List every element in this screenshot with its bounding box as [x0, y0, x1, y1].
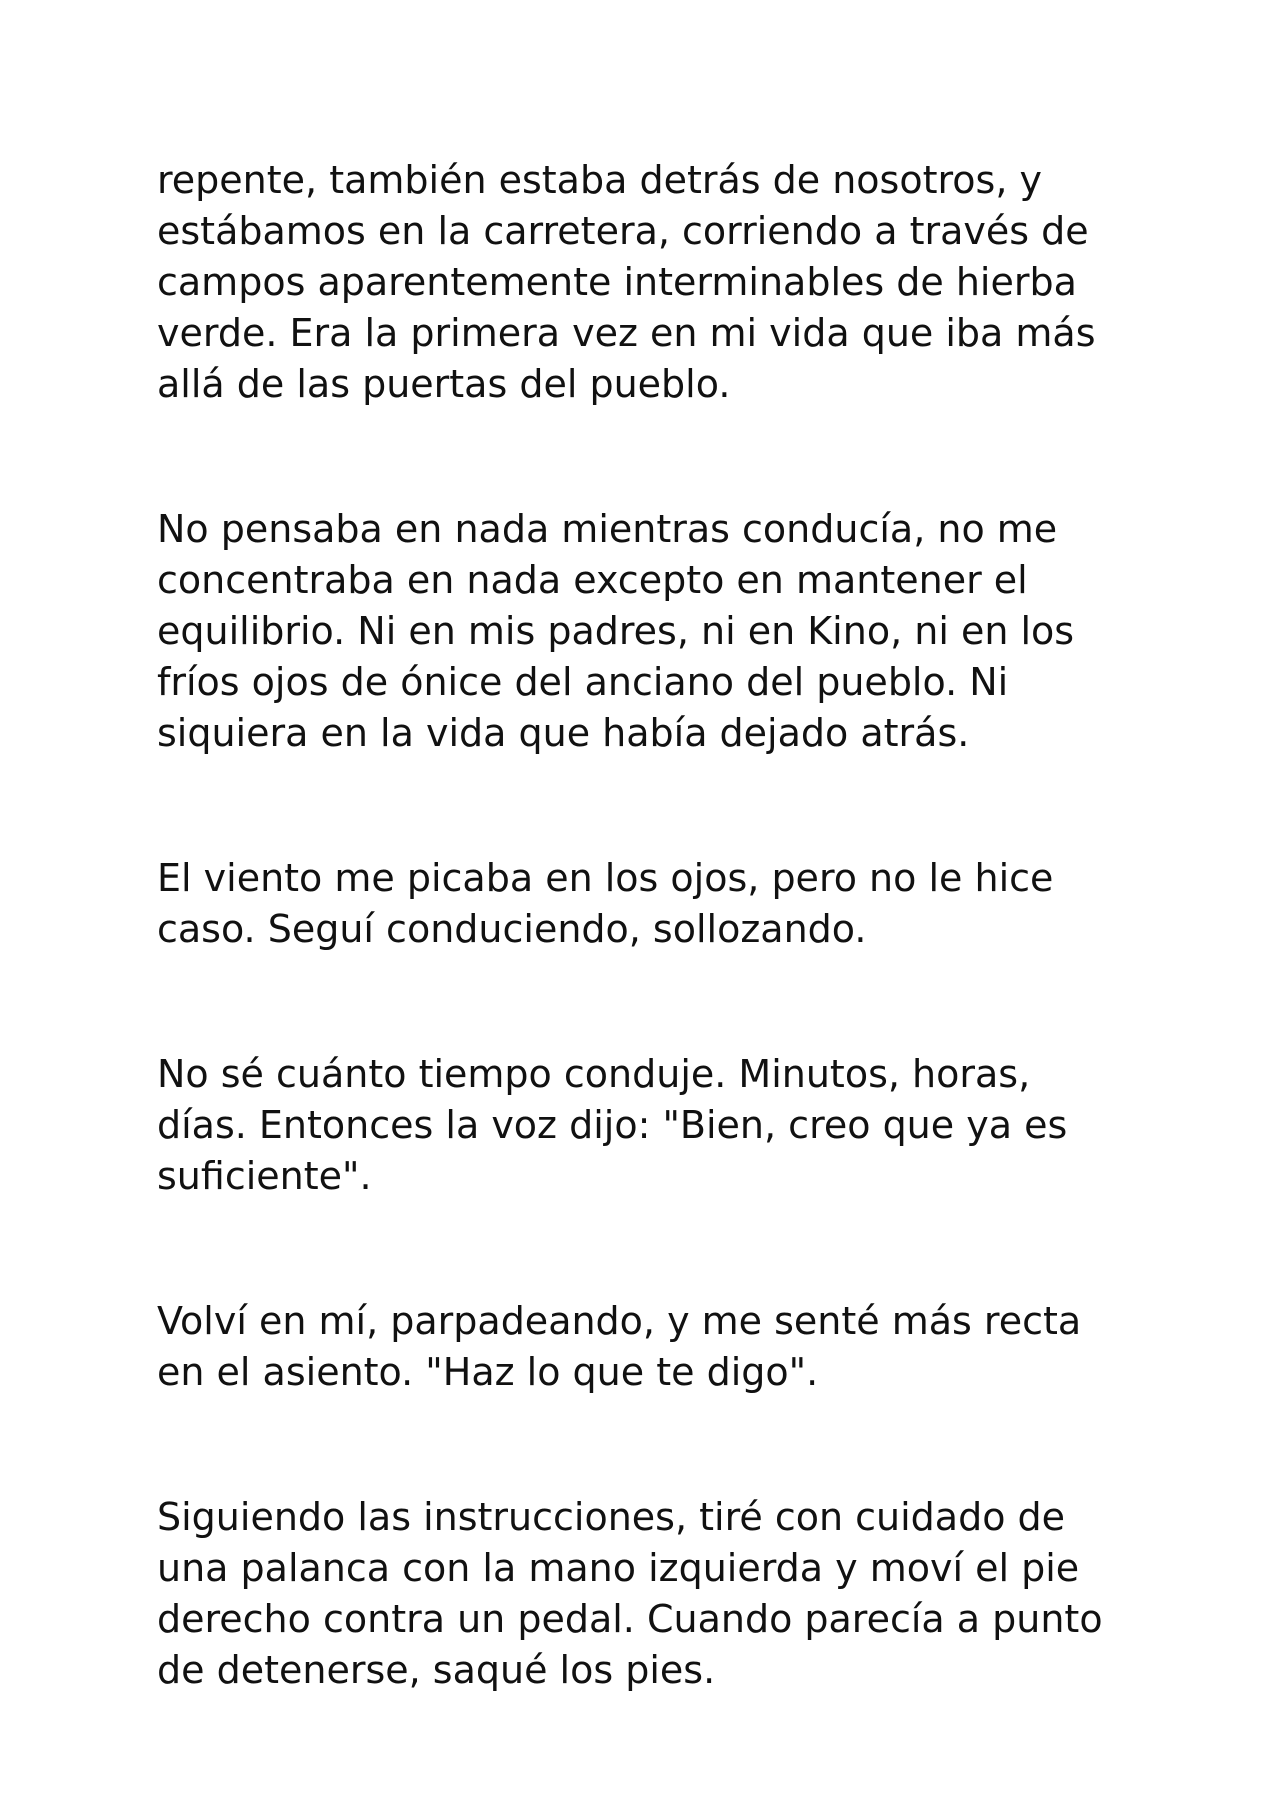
- paragraph-line: siquiera en la vida que había dejado atrás.: [157, 711, 970, 755]
- paragraph-5: [157, 1296, 1157, 1398]
- paragraph-line: equilibrio. Ni en mis padres, ni en Kino, ni en los: [157, 609, 1075, 653]
- paragraph-line: verde. Era la primera vez en mi vida que iba más: [157, 311, 1096, 355]
- paragraph-line: No sé cuánto tiempo conduje. Minutos, horas,: [157, 1052, 1031, 1096]
- paragraph-line: allá de las puertas del pueblo.: [157, 362, 731, 406]
- paragraph-line: en el asiento. "Haz lo que te digo".: [157, 1350, 819, 1394]
- paragraph-line: días. Entonces la voz dijo: "Bien, creo que ya es: [157, 1103, 1068, 1147]
- paragraph-line: Siguiendo las instrucciones, tiré con cuidado de: [157, 1495, 1066, 1539]
- paragraph-line: repente, también estaba detrás de nosotros, y: [157, 158, 1042, 202]
- paragraph-line: concentraba en nada excepto en mantener el: [157, 558, 1028, 602]
- paragraph-line: caso. Seguí conduciendo, sollozando.: [157, 907, 867, 951]
- paragraph-line: fríos ojos de ónice del anciano del pueblo. Ni: [157, 660, 1009, 704]
- document-text-body: [157, 155, 1157, 1696]
- paragraph-4: [157, 1049, 1157, 1202]
- paragraph-line: una palanca con la mano izquierda y moví el pie: [157, 1546, 1080, 1590]
- paragraph-6: [157, 1492, 1157, 1696]
- paragraph-line: No pensaba en nada mientras conducía, no me: [157, 507, 1058, 551]
- paragraph-line: El viento me picaba en los ojos, pero no le hice: [157, 856, 1054, 900]
- paragraph-line: derecho contra un pedal. Cuando parecía a punto: [157, 1597, 1103, 1641]
- paragraph-1: [157, 155, 1157, 410]
- paragraph-line: Volví en mí, parpadeando, y me senté más recta: [157, 1299, 1082, 1343]
- paragraph-line: campos aparentemente interminables de hierba: [157, 260, 1077, 304]
- paragraph-line: estábamos en la carretera, corriendo a través de: [157, 209, 1089, 253]
- paragraph-line: suficiente".: [157, 1154, 372, 1198]
- paragraph-line: de detenerse, saqué los pies.: [157, 1648, 716, 1692]
- paragraph-3: [157, 853, 1157, 955]
- paragraph-2: [157, 504, 1157, 759]
